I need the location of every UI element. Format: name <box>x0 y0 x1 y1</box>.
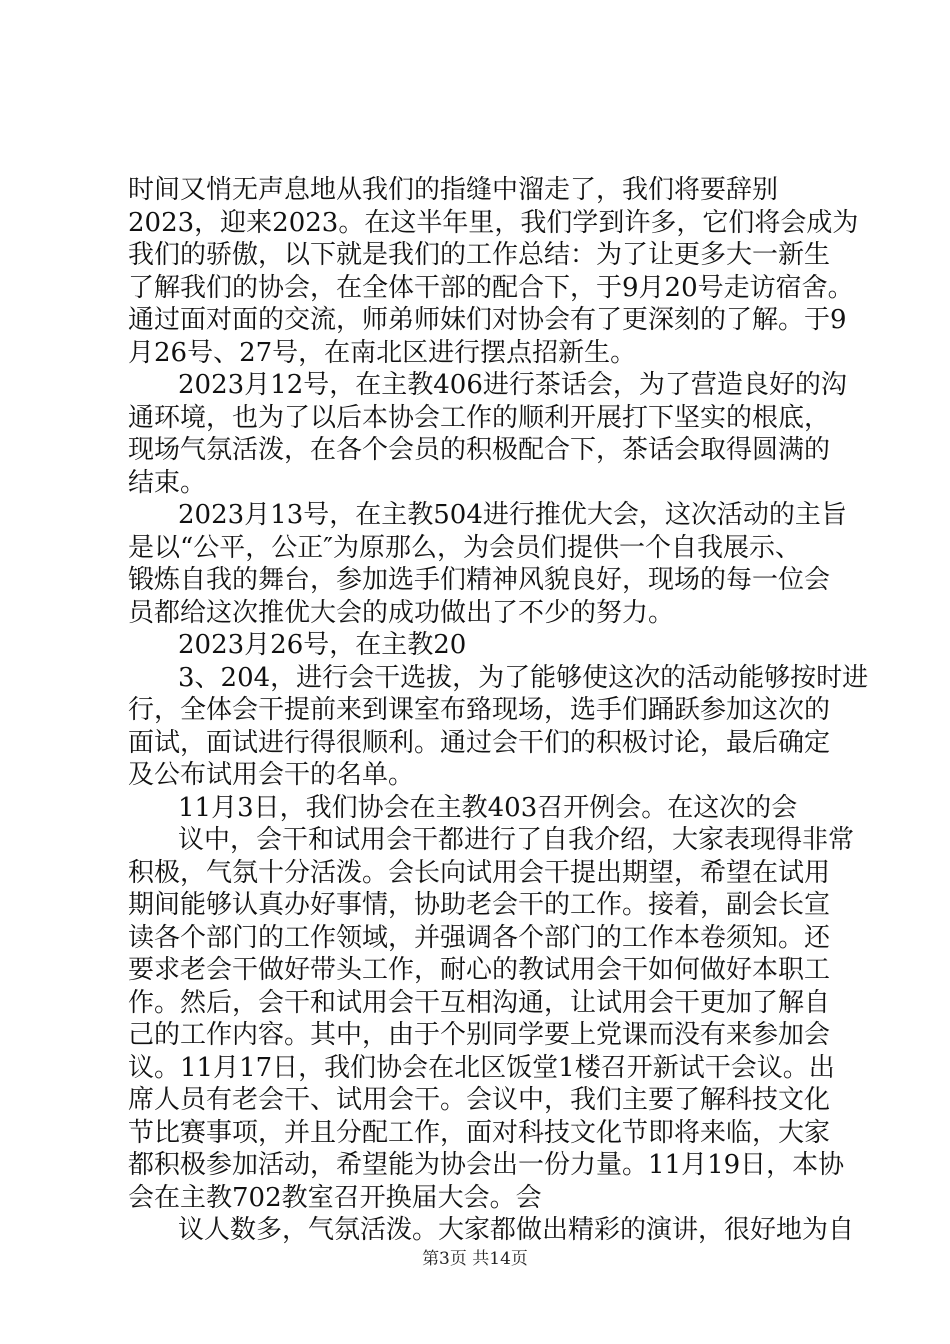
text-line: 读各个部门的工作领域，并强调各个部门的工作本卷须知。还 <box>128 922 831 953</box>
text-line: 月26号、27号，在南北区进行摆点招新生。 <box>128 337 637 368</box>
text-line: 现场气氛活泼，在各个会员的积极配合下，茶话会取得圆满的 <box>128 435 831 465</box>
text-line: 员都给这次推优大会的成功做出了不少的努力。 <box>128 597 675 628</box>
text-line: 是以“公平，公正″为原那么，为会员们提供一个自我展示、 <box>128 532 802 563</box>
text-line: 期间能够认真办好事情，协助老会干的工作。接着，副会长宣 <box>128 890 831 920</box>
text-line: 了解我们的协会，在全体干部的配合下，于9月20号走访宿舍。 <box>128 272 854 303</box>
text-line: 都积极参加活动，希望能为协会出一份力量。11月19日，本协 <box>128 1150 845 1180</box>
text-line: 锻炼自我的舞台，参加选手们精神风貌良好，现场的每一位会 <box>128 565 831 595</box>
body-text <box>128 174 869 1247</box>
text-line: 议。11月17日，我们协会在北区饭堂1楼召开新试干会议。出 <box>128 1052 835 1083</box>
text-line: 2023月13号，在主教504进行推优大会，这次活动的主旨 <box>178 500 847 530</box>
text-line: 结束。 <box>128 467 207 498</box>
text-line: 我们的骄傲，以下就是我们的工作总结：为了让更多大一新生 <box>128 240 831 270</box>
text-line: 3、204，进行会干选拔，为了能够使这次的活动能够按时进 <box>178 662 869 693</box>
text-line: 及公布试用会干的名单。 <box>128 760 415 790</box>
text-line: 议人数多，气氛活泼。大家都做出精彩的演讲，很好地为自 <box>178 1215 855 1245</box>
text-line: 节比赛事项，并且分配工作，面对科技文化节即将来临，大家 <box>128 1117 831 1148</box>
text-line: 通环境，也为了以后本协会工作的顺利开展打下坚实的根底， <box>128 402 831 433</box>
text-line: 2023月26号，在主教20 <box>178 630 467 660</box>
text-line: 面试，面试进行得很顺利。通过会干们的积极讨论，最后确定 <box>128 727 831 758</box>
text-line: 时间又悄无声息地从我们的指缝中溜走了，我们将要辞别 <box>128 175 779 205</box>
text-line: 己的工作内容。其中，由于个别同学要上党课而没有来参加会 <box>128 1020 831 1050</box>
text-line: 2023，迎来2023。在这半年里，我们学到许多，它们将会成为 <box>128 207 859 238</box>
text-line: 积极，气氛十分活泼。会长向试用会干提出期望，希望在试用 <box>128 857 831 888</box>
text-line: 行，全体会干提前来到课室布臵现场，选手们踊跃参加这次的 <box>128 695 831 725</box>
page-number-footer: 第3页 共14页 <box>422 1249 528 1269</box>
text-line: 会在主教702教室召开换届大会。会 <box>128 1182 542 1213</box>
text-line: 作。然后，会干和试用会干互相沟通，让试用会干更加了解自 <box>128 987 831 1018</box>
text-line: 通过面对面的交流，师弟师妹们对协会有了更深刻的了解。于9 <box>128 305 847 335</box>
text-line: 11月3日，我们协会在主教403召开例会。在这次的会 <box>178 792 798 823</box>
text-line: 2023月12号，在主教406进行茶话会，为了营造良好的沟 <box>178 370 847 400</box>
text-line: 议中，会干和试用会干都进行了自我介绍，大家表现得非常 <box>178 825 855 855</box>
text-line: 要求老会干做好带头工作，耐心的教试用会干如何做好本职工 <box>128 955 831 985</box>
text-line: 席人员有老会干、试用会干。会议中，我们主要了解科技文化 <box>128 1085 831 1115</box>
